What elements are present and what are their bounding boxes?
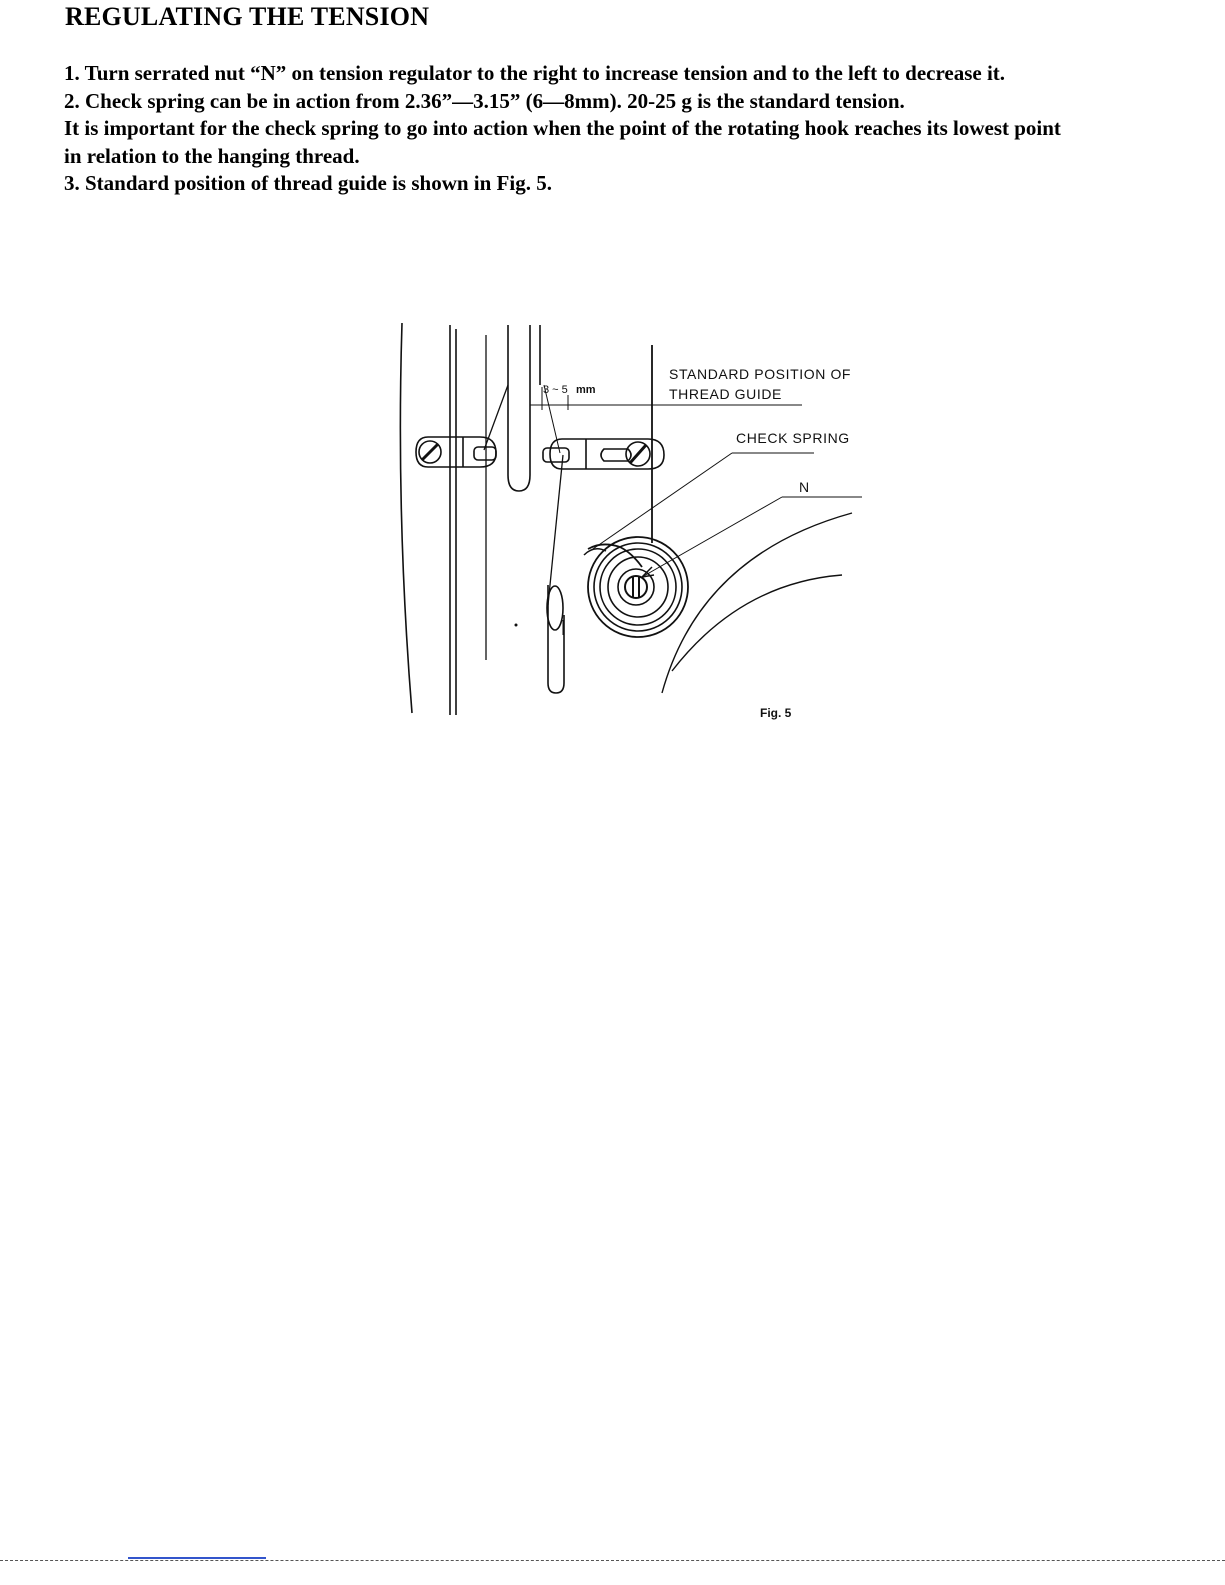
casting-curve-inner <box>672 575 842 671</box>
arm-edge-line <box>400 323 412 713</box>
small-dot-mark <box>515 624 518 627</box>
thread-guide-diagram <box>380 315 900 725</box>
figure-5 <box>380 315 900 725</box>
page-title: REGULATING THE TENSION <box>65 2 430 31</box>
check-spring-leader <box>590 453 732 551</box>
instruction-note-line-1: It is important for the check spring to go into action when the point of the rotating hook reaches its lowest point <box>64 116 1061 140</box>
right-guide-eyelet <box>543 448 569 462</box>
instruction-step-2: 2. Check spring can be in action from 2.36”—3.15” (6—8mm). 20-25 g is the standard tension. <box>64 88 905 113</box>
thread-to-lever <box>548 455 563 605</box>
right-guide-screw-slot <box>630 445 646 463</box>
label-n: N <box>799 479 810 495</box>
casting-curve-outer <box>662 513 852 693</box>
page-bottom-rule <box>0 1560 1225 1561</box>
tension-nut <box>625 576 647 598</box>
label-thread-guide: THREAD GUIDE <box>669 386 782 402</box>
right-guide-plate <box>550 439 664 469</box>
tension-disc <box>618 569 654 605</box>
instruction-step-3: 3. Standard position of thread guide is shown in Fig. 5. <box>64 171 552 195</box>
take-up-lever-eye <box>547 586 563 630</box>
take-up-lever <box>548 585 564 693</box>
label-check-spring: CHECK SPRING <box>736 430 850 446</box>
dimension-value: 3 ~ 5 <box>543 384 568 396</box>
n-arrow-head <box>642 567 654 577</box>
check-spring-wire <box>588 544 642 567</box>
instruction-step-1: 1. Turn serrated nut “N” on tension regulator to the right to increase tension and to the left to decrease it. <box>64 61 1006 85</box>
center-channel <box>508 325 530 491</box>
left-thread-diagonal <box>484 385 508 450</box>
n-label-leader <box>642 497 782 577</box>
figure-caption: Fig. 5 <box>760 706 792 720</box>
instructions <box>64 60 1214 198</box>
bottom-underline-mark <box>128 1557 266 1559</box>
label-standard-position: STANDARD POSITION OF <box>669 366 852 382</box>
instruction-note-line-2: in relation to the hanging thread. <box>64 143 360 168</box>
dimension-unit: mm <box>576 384 596 396</box>
left-guide-screw-slot <box>422 444 438 460</box>
